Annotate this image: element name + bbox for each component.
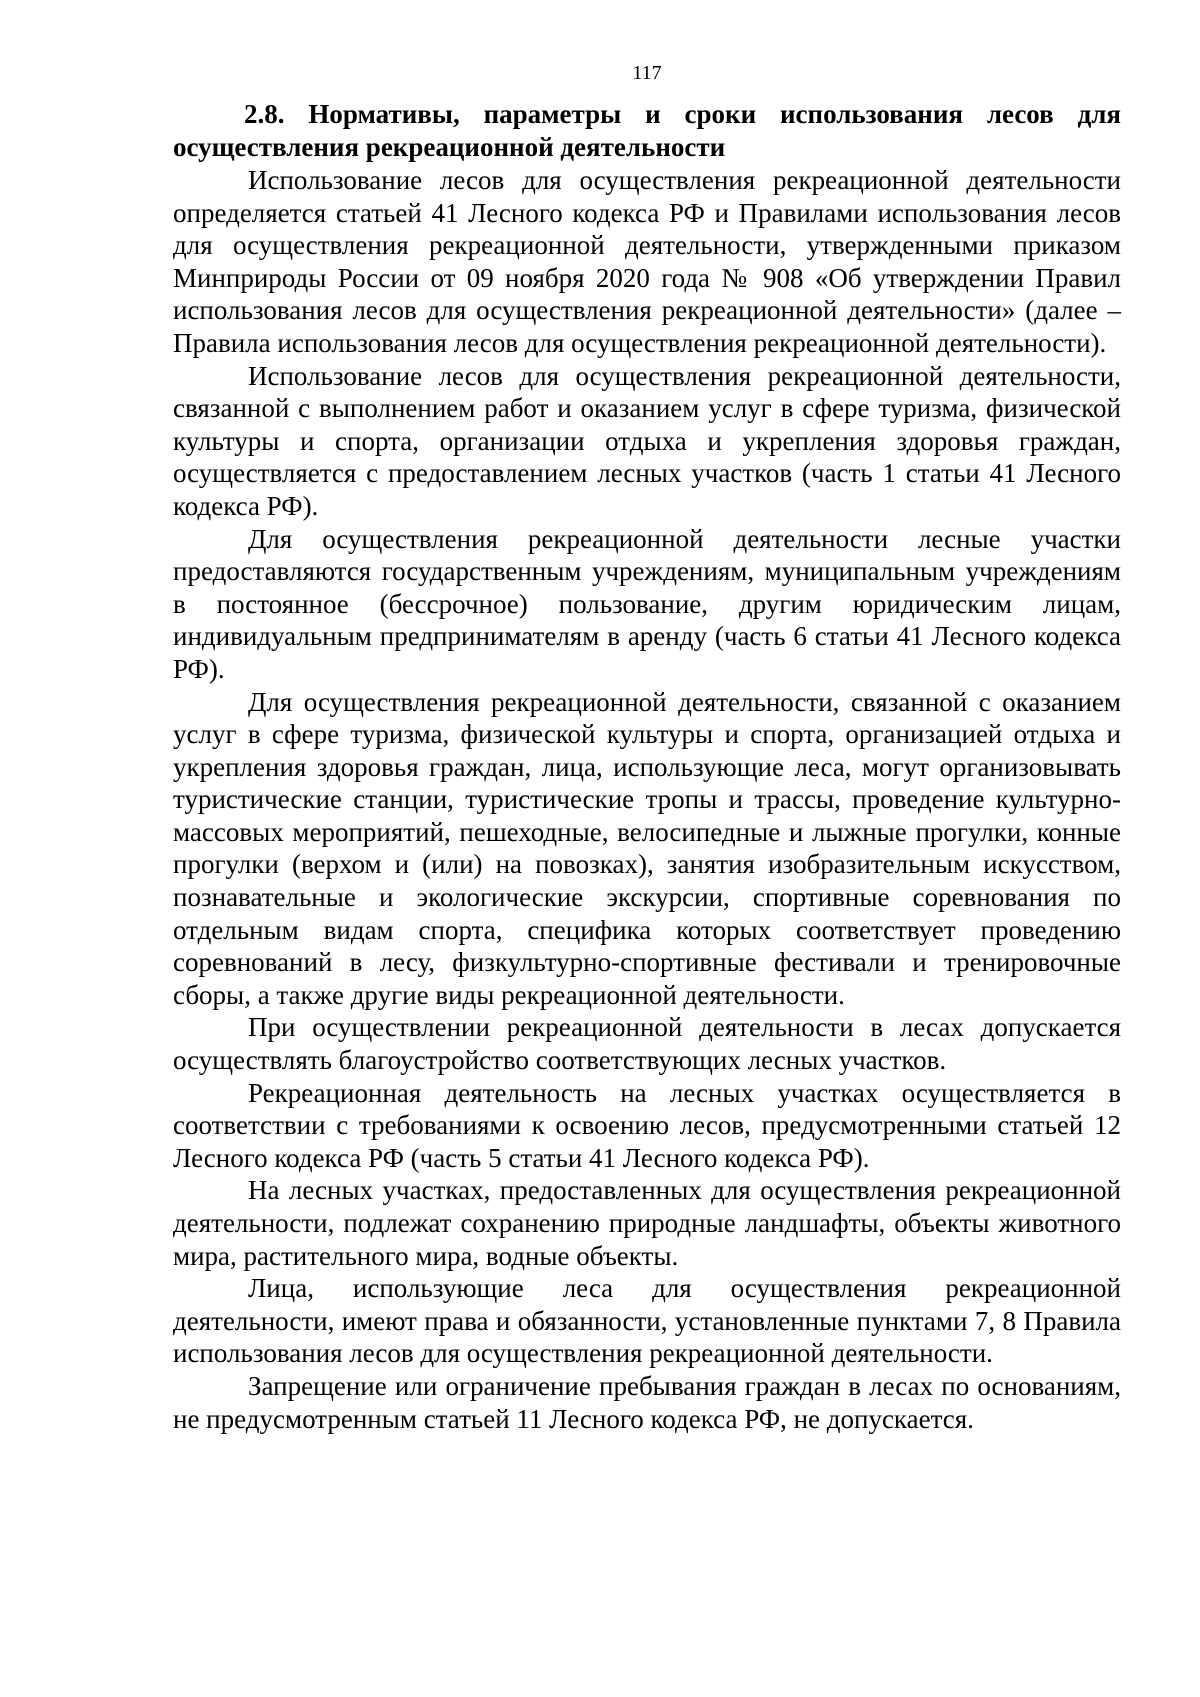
paragraph-2: Использование лесов для осуществления рекреационной деятельности, связанной с выполнением работ и оказанием услуг в сфере туризма, физической культуры и спорта, организации отдыха и укрепления здоровья граждан, осуществляется с предоставлением лесных участков (часть 1 статьи 41 Лесного кодекса РФ). bbox=[173, 360, 1121, 521]
paragraph-5: При осуществлении рекреационной деятельности в лесах допускается осуществлять благоустройство соответствующих лесных участков. bbox=[173, 1012, 1121, 1076]
paragraph-7: На лесных участках, предоставленных для осуществления рекреационной деятельности, подлежат сохранению природные ландшафты, объекты животного мира, растительного мира, водные объекты. bbox=[173, 1175, 1121, 1271]
paragraph-4: Для осуществления рекреационной деятельности, связанной с оказанием услуг в сфере туризма, физической культуры и спорта, организацией отдыха и укрепления здоровья граждан, лица, использующие леса, могут организовывать туристические станции, туристические тропы и трассы, проведение культурно-массовых мероприятий, пешеходные, велосипедные и лыжные прогулки, конные прогулки (верхом и (или) на повозках), занятия изобразительным искусством, познавательные и экологические экскурсии, спортивные соревнования по отдельным видам спорта, специфика которых соответствует проведению соревнований в лесу, физкультурно-спортивные фестивали и тренировочные сборы, а также другие виды рекреационной деятельности. bbox=[173, 686, 1121, 1010]
paragraph-8: Лица, использующие леса для осуществления рекреационной деятельности, имеют права и обязанности, установленные пунктами 7, 8 Правила использования лесов для осуществления рекреационной деятельности. bbox=[173, 1273, 1121, 1369]
document-page bbox=[173, 60, 1121, 1435]
paragraph-9: Запрещение или ограничение пребывания граждан в лесах по основаниям, не предусмотренным статьей 11 Лесного кодекса РФ, не допускается. bbox=[173, 1370, 1121, 1434]
paragraph-3: Для осуществления рекреационной деятельности лесные участки предоставляются государственным учреждениям, муниципальным учреждениям в постоянное (бессрочное) пользование, другим юридическим лицам, индивидуальным предпринимателям в аренду (часть 6 статьи 41 Лесного кодекса РФ). bbox=[173, 523, 1121, 684]
page-number: 117 bbox=[632, 62, 662, 84]
paragraph-6: Рекреационная деятельность на лесных участках осуществляется в соответствии с требованиями к освоению лесов, предусмотренными статьей 12 Лесного кодекса РФ (часть 5 статьи 41 Лесного кодекса РФ). bbox=[173, 1077, 1121, 1173]
paragraph-1: Использование лесов для осуществления рекреационной деятельности определяется статьей 41 Лесного кодекса РФ и Правилами использования лесов для осуществления рекреационной деятельности, утвержденными приказом Минприроды России от 09 ноября 2020 года № 908 «Об утверждении Правил использования лесов для осуществления рекреационной деятельности» (далее – Правила использования лесов для осуществления рекреационной деятельности). bbox=[173, 165, 1121, 358]
section-heading: 2.8. Нормативы, параметры и сроки использования лесов для осуществления рекреационной деятельности bbox=[173, 99, 1121, 162]
